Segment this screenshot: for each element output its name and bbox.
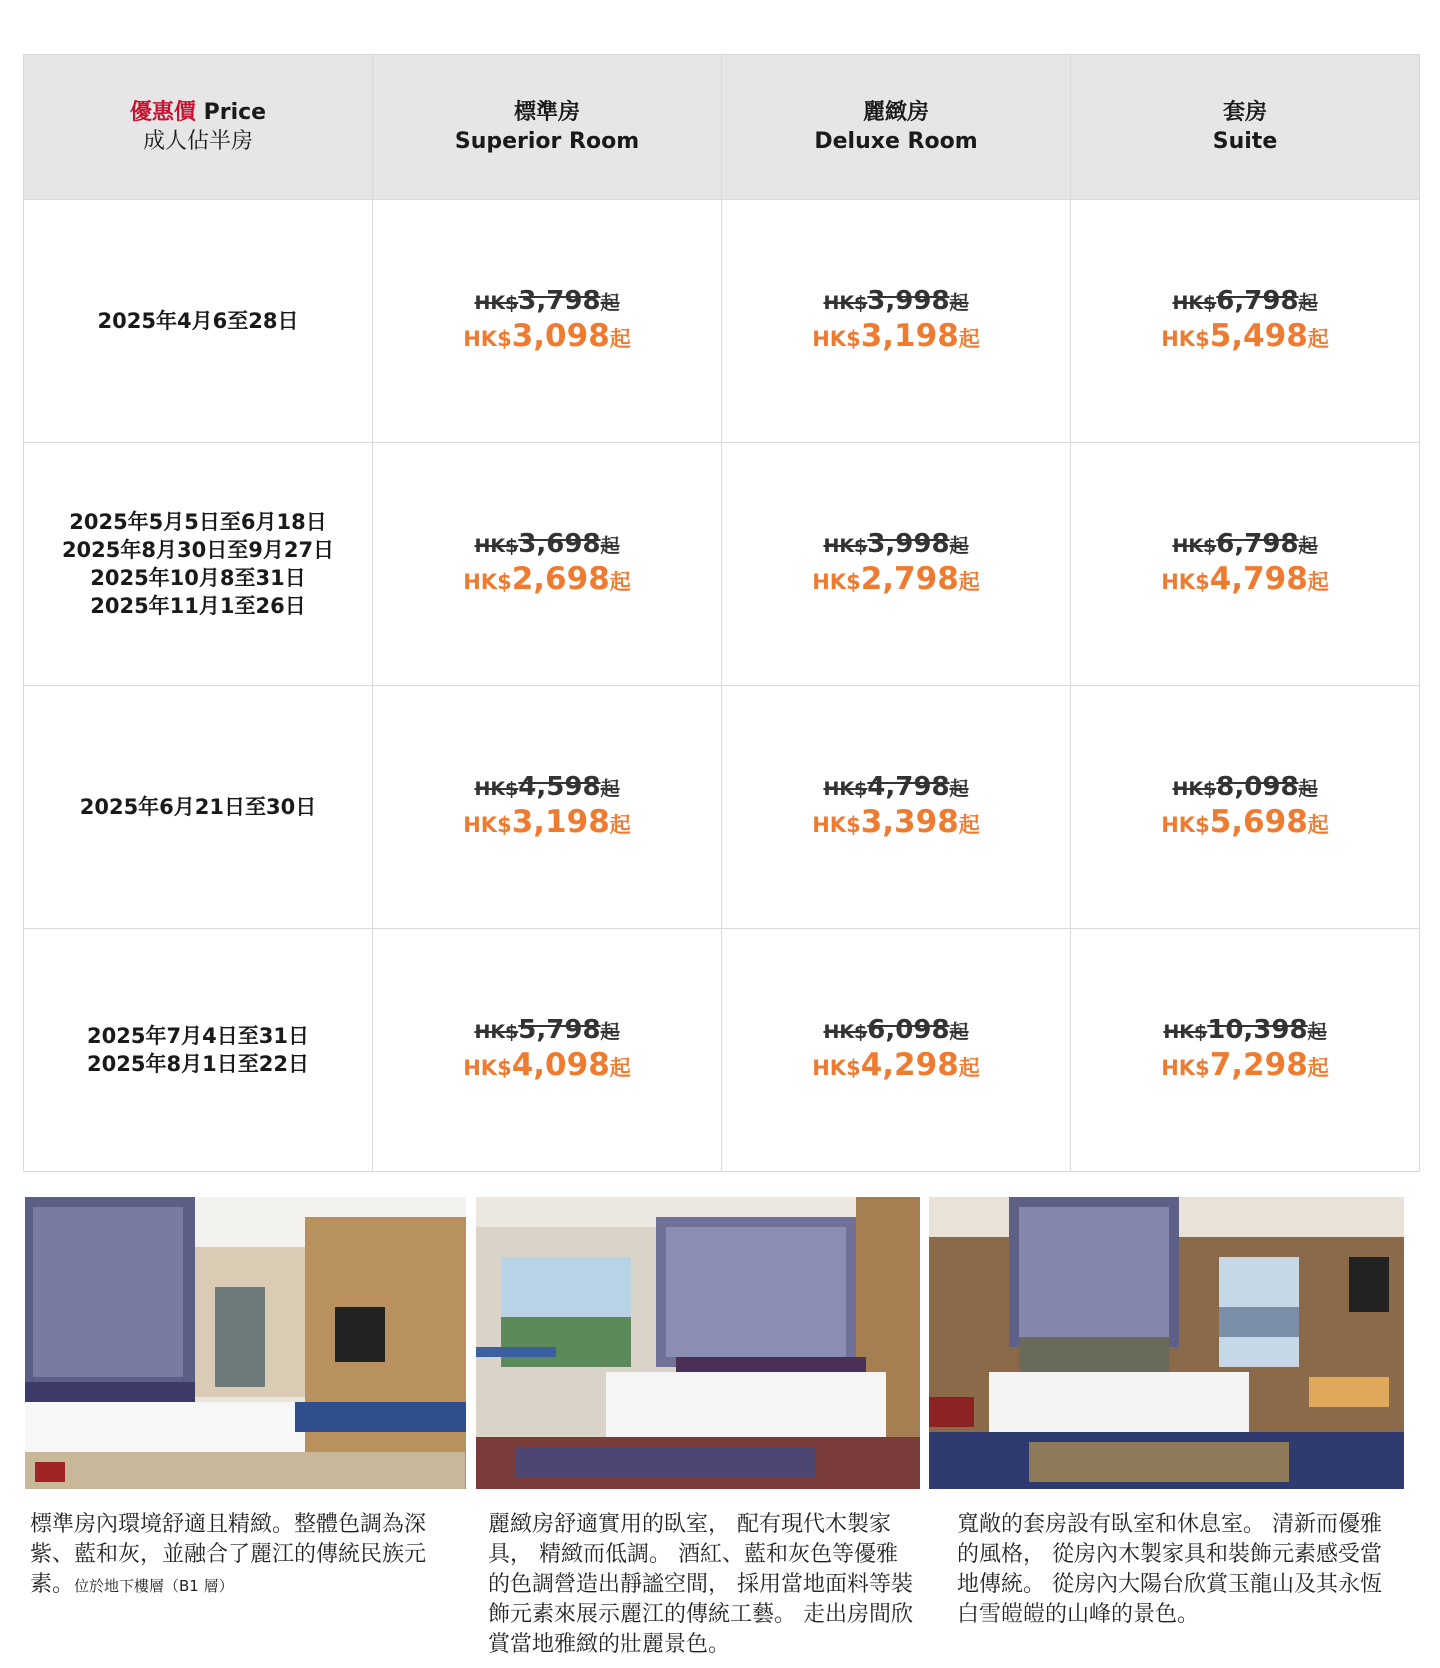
currency: HK$ [812, 569, 861, 594]
price-suffix: 起 [1307, 1020, 1327, 1043]
deluxe-room-caption [488, 1510, 918, 1660]
promo-price [1071, 1047, 1419, 1086]
original-price [373, 529, 721, 561]
date-range: 2025年11月1至26日 [90, 594, 306, 618]
price-suffix: 起 [1298, 534, 1318, 557]
date-cell [24, 686, 373, 929]
original-amount: 5,798 [518, 1014, 601, 1045]
price-label: Price [195, 100, 267, 125]
price-suffix: 起 [609, 812, 631, 837]
original-price [722, 772, 1070, 804]
price-suffix: 起 [958, 569, 980, 594]
original-price [373, 772, 721, 804]
table-header-row [24, 55, 1420, 200]
original-amount: 6,798 [1216, 528, 1299, 559]
promo-amount: 5,498 [1209, 317, 1308, 354]
original-amount: 3,798 [518, 285, 601, 316]
currency: HK$ [474, 1020, 519, 1043]
date-range: 2025年8月30日至9月27日 [61, 538, 335, 562]
price-header-cell [24, 55, 373, 200]
date-range: 2025年6月21日至30日 [79, 795, 317, 819]
promo-price [1071, 318, 1419, 357]
currency: HK$ [474, 777, 519, 800]
price-cell [722, 200, 1071, 443]
currency: HK$ [463, 569, 512, 594]
price-suffix: 起 [1298, 777, 1318, 800]
date-cell [24, 443, 373, 686]
superior-room-photo [25, 1197, 466, 1489]
original-price [1071, 772, 1419, 804]
promo-amount: 3,398 [860, 803, 959, 840]
date-range: 2025年8月1日至22日 [87, 1052, 309, 1076]
price-suffix: 起 [600, 1020, 620, 1043]
promo-price [373, 804, 721, 843]
price-suffix: 起 [600, 291, 620, 314]
price-cell [373, 929, 722, 1172]
promo-amount: 2,698 [511, 560, 610, 597]
original-price [722, 1015, 1070, 1047]
original-amount: 3,998 [867, 528, 950, 559]
suite-room-caption [957, 1510, 1402, 1630]
promo-price [722, 561, 1070, 600]
table-row [24, 686, 1420, 929]
price-cell [1071, 443, 1420, 686]
date-range: 2025年4月6至28日 [97, 309, 299, 333]
price-suffix: 起 [958, 812, 980, 837]
date-cell [24, 929, 373, 1172]
price-cell [722, 929, 1071, 1172]
currency: HK$ [1161, 812, 1210, 837]
original-amount: 6,098 [867, 1014, 950, 1045]
price-suffix: 起 [1307, 326, 1329, 351]
date-cell [24, 200, 373, 443]
deluxe-room-photo [476, 1197, 920, 1489]
promo-price [722, 318, 1070, 357]
price-label-red: 優惠價 [129, 100, 196, 125]
price-cell [373, 686, 722, 929]
promo-price [373, 318, 721, 357]
price-suffix: 起 [1307, 569, 1329, 594]
price-suffix: 起 [1307, 812, 1329, 837]
price-suffix: 起 [958, 1055, 980, 1080]
caption-text: 寬敞的套房設有臥室和休息室。 清新而優雅的風格， 從房內木製家具和裝飾元素感受當地傳統。 從房內大陽台欣賞玉龍山及其永恆白雪皚皚的山峰的景色。 [957, 1512, 1382, 1627]
price-suffix: 起 [609, 326, 631, 351]
original-amount: 3,698 [518, 528, 601, 559]
promo-amount: 7,298 [1209, 1046, 1308, 1083]
price-suffix: 起 [600, 777, 620, 800]
price-cell [373, 200, 722, 443]
original-amount: 3,998 [867, 285, 950, 316]
promo-amount: 4,098 [511, 1046, 610, 1083]
price-suffix: 起 [958, 326, 980, 351]
currency: HK$ [812, 326, 861, 351]
original-price [722, 529, 1070, 561]
room-header-deluxe [722, 55, 1071, 200]
promo-price [373, 1047, 721, 1086]
room-name-zh: 標準房 [513, 100, 580, 125]
price-suffix: 起 [949, 1020, 969, 1043]
promo-price [722, 804, 1070, 843]
price-cell [722, 686, 1071, 929]
date-range: 2025年7月4日至31日 [87, 1024, 309, 1048]
promo-amount: 2,798 [860, 560, 959, 597]
room-name-zh: 套房 [1222, 100, 1267, 125]
currency: HK$ [1161, 1055, 1210, 1080]
room-header-suite [1071, 55, 1420, 200]
table-row [24, 929, 1420, 1172]
price-suffix: 起 [609, 1055, 631, 1080]
currency: HK$ [1172, 291, 1217, 314]
currency: HK$ [463, 326, 512, 351]
promo-amount: 3,198 [860, 317, 959, 354]
currency: HK$ [812, 1055, 861, 1080]
original-price [722, 286, 1070, 318]
promo-amount: 3,098 [511, 317, 610, 354]
original-price [373, 1015, 721, 1047]
date-range: 2025年10月8至31日 [90, 566, 306, 590]
promo-amount: 4,798 [1209, 560, 1308, 597]
currency: HK$ [823, 1020, 868, 1043]
original-price [1071, 286, 1419, 318]
promo-amount: 4,298 [860, 1046, 959, 1083]
caption-text: 麗緻房舒適實用的臥室， 配有現代木製家具， 精緻而低調。 酒紅、藍和灰色等優雅的色調營造出靜謐空間， 採用當地面料等裝飾元素來展示麗江的傳統工藝。 走出房間欣賞當地雅緻的壯麗景色。 [488, 1512, 913, 1657]
table-row [24, 443, 1420, 686]
promo-price [373, 561, 721, 600]
original-amount: 10,398 [1207, 1014, 1308, 1045]
price-suffix: 起 [609, 569, 631, 594]
currency: HK$ [823, 534, 868, 557]
original-amount: 4,798 [867, 771, 950, 802]
currency: HK$ [1172, 777, 1217, 800]
currency: HK$ [463, 812, 512, 837]
promo-amount: 5,698 [1209, 803, 1308, 840]
room-name-en: Deluxe Room [814, 129, 978, 154]
currency: HK$ [1163, 1020, 1208, 1043]
original-price [373, 286, 721, 318]
price-suffix: 起 [1298, 291, 1318, 314]
currency: HK$ [474, 534, 519, 557]
original-amount: 4,598 [518, 771, 601, 802]
currency: HK$ [1161, 326, 1210, 351]
currency: HK$ [474, 291, 519, 314]
price-suffix: 起 [1307, 1055, 1329, 1080]
currency: HK$ [823, 777, 868, 800]
caption-note: 位於地下樓層（B1 層） [74, 1577, 234, 1595]
room-name-en: Suite [1212, 129, 1278, 154]
date-range: 2025年5月5日至6月18日 [69, 510, 327, 534]
currency: HK$ [812, 812, 861, 837]
suite-room-photo [929, 1197, 1404, 1489]
price-suffix: 起 [600, 534, 620, 557]
original-price [1071, 1015, 1419, 1047]
price-cell [722, 443, 1071, 686]
currency: HK$ [463, 1055, 512, 1080]
price-suffix: 起 [949, 291, 969, 314]
promo-price [1071, 561, 1419, 600]
table-row [24, 200, 1420, 443]
price-suffix: 起 [949, 777, 969, 800]
original-amount: 8,098 [1216, 771, 1299, 802]
room-header-superior [373, 55, 722, 200]
promo-price [722, 1047, 1070, 1086]
room-name-en: Superior Room [454, 129, 640, 154]
price-suffix: 起 [949, 534, 969, 557]
room-name-zh: 麗緻房 [862, 100, 929, 125]
price-table [23, 54, 1420, 1172]
promo-price [1071, 804, 1419, 843]
price-cell [373, 443, 722, 686]
original-amount: 6,798 [1216, 285, 1299, 316]
price-cell [1071, 686, 1420, 929]
original-price [1071, 529, 1419, 561]
currency: HK$ [1172, 534, 1217, 557]
currency: HK$ [823, 291, 868, 314]
currency: HK$ [1161, 569, 1210, 594]
price-cell [1071, 929, 1420, 1172]
caption-text: 標準房內環境舒適且精緻。整體色調為深紫、藍和灰，並融合了麗江的傳統民族元素。 [30, 1512, 427, 1597]
superior-room-caption [30, 1510, 450, 1601]
promo-amount: 3,198 [511, 803, 610, 840]
price-cell [1071, 200, 1420, 443]
price-subtitle: 成人佔半房 [142, 129, 253, 154]
